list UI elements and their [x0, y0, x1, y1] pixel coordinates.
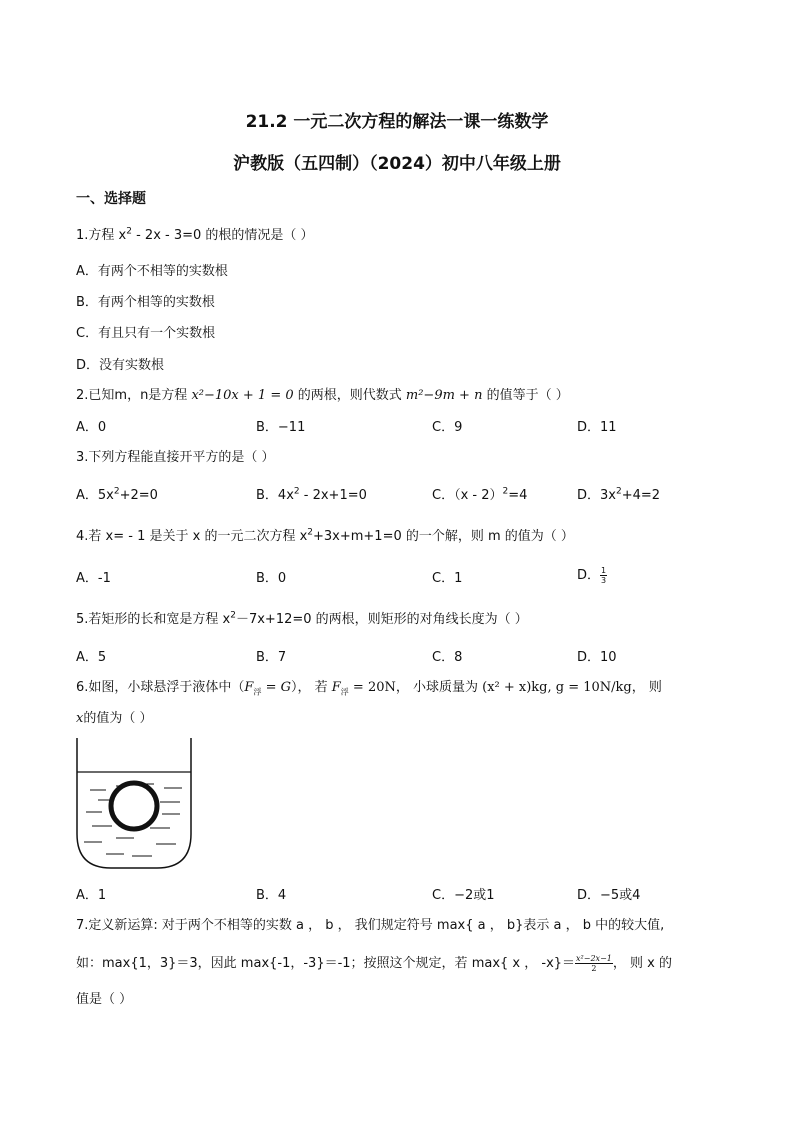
floating-ball-figure: [76, 738, 192, 870]
q2-option-c: C．9: [432, 420, 463, 435]
q5-stem-part: 5.若矩形的长和宽是方程 x: [76, 612, 231, 627]
q6-option-b: B．4: [256, 888, 287, 903]
q3-a-part: +2=0: [119, 488, 158, 503]
q7-stem-part: 如：max{1，3}＝3，因此 max{-1，-3}＝-1；按照这个规定，若 max{ x ， -x}＝: [76, 956, 576, 971]
q4-stem-part: 4.若 x= - 1 是关于 x 的一元二次方程 x: [76, 529, 308, 544]
q4-option-c: C．1: [432, 571, 463, 586]
q4-option-b: B．0: [256, 571, 287, 586]
q3-b-part: - 2x+1=0: [299, 488, 367, 503]
section-heading: 一、选择题: [76, 191, 146, 207]
q6-option-a: A．1: [76, 888, 107, 903]
q1-option-c: C．有且只有一个实数根: [76, 326, 216, 341]
document-title-line2: 沪教版（五四制）（2024）初中八年级上册: [233, 154, 561, 174]
q6-option-c: C．−2或1: [432, 888, 495, 903]
q2-stem-part: 的两根，则代数式: [293, 388, 406, 403]
document-title-line1: 21.2 一元二次方程的解法一课一练数学: [245, 112, 549, 132]
q2-stem-part: 的值等于（ ）: [482, 388, 569, 403]
q3-a-exponent: 2: [113, 486, 120, 497]
q6-stem-part: 6.如图，小球悬浮于液体中（: [76, 680, 245, 695]
question-2-stem: [76, 384, 569, 403]
q3-option-a: [76, 484, 158, 503]
q1-option-a: A．有两个不相等的实数根: [76, 264, 228, 279]
q6-stem-part: ， 则: [631, 680, 662, 695]
q1-stem-part: 1.方程 x: [76, 228, 127, 243]
question-6-stem-line1: [76, 676, 662, 698]
q3-option-d: [577, 484, 660, 503]
q2-option-a: A．0: [76, 420, 107, 435]
q2-option-b: B．−11: [256, 420, 306, 435]
q4-d-fraction: [600, 566, 607, 585]
q5-stem-part: －7x+12=0 的两根，则矩形的对角线长度为（ ）: [235, 612, 528, 627]
q6-force-subscript: 浮: [340, 687, 349, 697]
q3-d-part: D．3x: [577, 488, 616, 503]
q3-option-b: [256, 484, 367, 503]
question-7-stem-line1: 7.定义新运算: 对于两个不相等的实数 a ， b ， 我们规定符号 max{ a ， b}表示 a ， b 中的较大值,: [76, 918, 665, 933]
q3-a-part: A．5x: [76, 488, 114, 503]
q6-force-subscript: 浮: [253, 687, 262, 697]
q3-c-part: C．（x - 2）: [432, 488, 503, 503]
q5-option-a: A．5: [76, 650, 107, 665]
question-7-stem-line3: 值是（ ）: [76, 992, 133, 1007]
question-4-stem: [76, 525, 574, 544]
q5-exponent: 2: [230, 610, 236, 621]
q2-stem-part: 2.已知m，n是方程: [76, 388, 192, 403]
q5-option-b: B．7: [256, 650, 287, 665]
q4-option-a: A．-1: [76, 571, 111, 586]
q3-c-part: =4: [508, 488, 528, 503]
question-7-stem-line2: [76, 952, 672, 973]
question-5-stem: [76, 608, 528, 627]
q6-force-symbol: F: [331, 680, 341, 695]
q2-equation: x²−10x + 1 = 0: [191, 388, 294, 403]
q4-option-d: [577, 564, 607, 585]
q7-stem-part: ， 则 x 的: [612, 956, 672, 971]
q3-d-part: +4=2: [621, 488, 661, 503]
q6-option-d: D．−5或4: [577, 888, 641, 903]
q1-stem-part: - 2x - 3=0 的根的情况是（ ）: [131, 228, 314, 243]
q6-stem-part: ， 小球质量为: [395, 680, 483, 695]
q6-force-symbol: F: [244, 680, 254, 695]
question-6-stem-line2: [76, 707, 152, 726]
q2-option-d: D．11: [577, 420, 617, 435]
q4-stem-part: +3x+m+1=0 的一个解，则 m 的值为（ ）: [313, 529, 574, 544]
q4-d-numerator: 1: [601, 566, 607, 575]
question-3-stem: 3.下列方程能直接开平方的是（ ）: [76, 450, 275, 465]
q4-d-label: D．: [577, 568, 601, 583]
q6-stem-part: 的值为（ ）: [83, 711, 153, 726]
q6-mass-expression: (x² + x)kg, g = 10N/kg: [482, 680, 632, 695]
q4-d-denominator: 3: [601, 576, 607, 585]
q6-force-value: = 20N: [348, 680, 396, 695]
q5-option-c: C．8: [432, 650, 463, 665]
q7-fraction-denominator: 2: [591, 964, 597, 973]
question-1-stem: [76, 224, 314, 243]
q2-expression: m²−9m + n: [405, 388, 483, 403]
ball-icon: [111, 783, 157, 829]
q3-b-exponent: 2: [293, 486, 300, 497]
q5-option-d: D．10: [577, 650, 617, 665]
q6-force-eq: = G: [261, 680, 291, 695]
q3-c-exponent: 2: [502, 486, 509, 497]
q3-b-part: B．4x: [256, 488, 294, 503]
q3-d-exponent: 2: [615, 486, 622, 497]
q6-variable: x: [76, 711, 84, 726]
q3-option-c: [432, 484, 527, 503]
q4-exponent: 2: [307, 527, 313, 538]
q1-option-d: D．没有实数根: [76, 358, 165, 373]
q7-fraction: [575, 954, 613, 973]
q7-fraction-numerator: x²−2x−1: [576, 954, 612, 963]
q1-exponent: 2: [126, 226, 132, 237]
q6-stem-part: ）， 若: [290, 680, 332, 695]
q1-option-b: B．有两个相等的实数根: [76, 295, 215, 310]
